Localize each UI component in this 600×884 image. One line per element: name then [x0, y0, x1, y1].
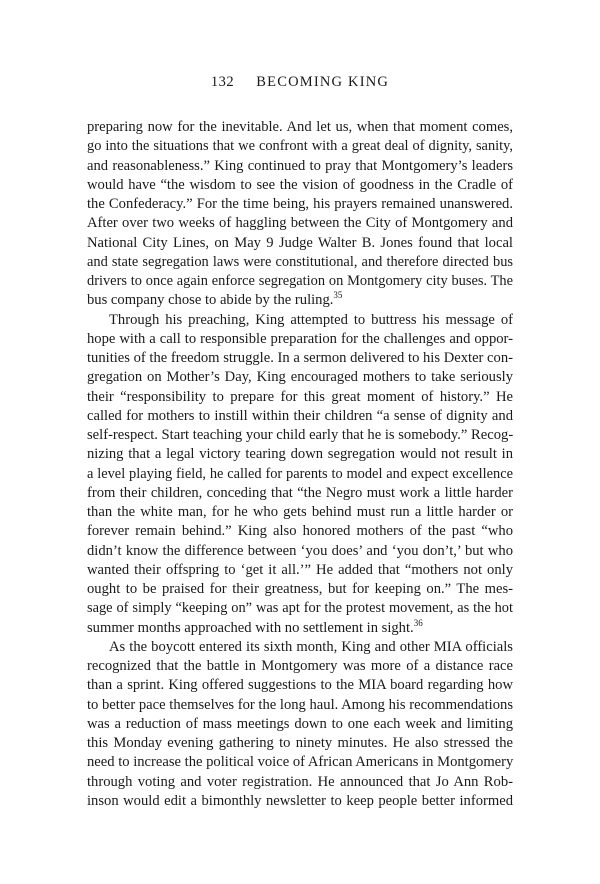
- text-line: National City Lines, on May 9 Judge Walter B. Jones found that local: [87, 234, 513, 251]
- text-line: go into the situations that we confront with a great deal of dignity, sanity,: [87, 138, 513, 155]
- text-line: and reasonableness.” King continued to pray that Montgomery’s leaders: [87, 157, 513, 174]
- body-text: [87, 118, 513, 811]
- running-title: BECOMING KING: [256, 74, 390, 90]
- text-line: their “responsibility to prepare for this great moment of history.” He: [87, 388, 513, 405]
- footnote-ref[interactable]: 36: [413, 617, 423, 628]
- line-text: bus company chose to abide by the ruling.: [87, 292, 334, 309]
- text-line: this Monday evening gathering to ninety minutes. He also stressed the: [87, 735, 513, 751]
- text-line: gregation on Mother’s Day, King encouraged mothers to take seriously: [87, 369, 513, 386]
- text-line: from their children, conceding that “the Negro must work a little harder: [87, 484, 513, 501]
- text-line: sage of simply “keeping on” was apt for the protest movement, as the hot: [87, 600, 513, 617]
- text-line: the Confederacy.” For the time being, his prayers remained unanswered.: [87, 196, 513, 212]
- text-line: Through his preaching, King attempted to buttress his message of: [109, 311, 513, 328]
- text-line: nizing that a legal victory tearing down segregation would not result in: [87, 446, 513, 463]
- text-line: through voting and voter registration. He announced that Jo Ann Rob-: [87, 773, 513, 790]
- text-line: ought to be praised for their greatness, but for keeping on.” The mes-: [87, 581, 513, 597]
- text-line: a level playing field, he called for parents to model and expect excellence: [87, 465, 513, 482]
- text-line: As the boycott entered its sixth month, King and other MIA officials: [109, 638, 513, 655]
- text-line: than the white man, for he who gets behind must run a little harder or: [87, 504, 513, 520]
- text-line: After over two weeks of haggling between the City of Montgomery and: [87, 215, 513, 232]
- text-line: than a sprint. King offered suggestions to the MIA board regarding how: [87, 677, 513, 694]
- text-line: [87, 619, 513, 638]
- text-line: was a reduction of mass meetings down to one each week and limiting: [87, 715, 513, 732]
- text-line: preparing now for the inevitable. And let us, when that moment comes,: [87, 119, 513, 135]
- line-text: summer months approached with no settlement in sight.: [87, 619, 414, 636]
- text-line: wanted their offspring to ‘get it all.’” He added that “mothers not only: [87, 561, 513, 578]
- text-line: self-respect. Start teaching your child early that he is somebody.” Recog-: [87, 427, 514, 443]
- text-line: tunities of the freedom struggle. In a sermon delivered to his Dexter con-: [87, 350, 513, 366]
- text-line: didn’t know the difference between ‘you does’ and ‘you don’t,’ but who: [87, 542, 513, 559]
- text-line: drivers to once again enforce segregation on Montgomery city buses. The: [87, 273, 513, 289]
- text-line: to better pace themselves for the long haul. Among his recommendations: [87, 696, 513, 713]
- text-line: [87, 291, 513, 310]
- text-line: forever remain behind.” King also honored mothers of the past “who: [87, 523, 513, 540]
- text-line: and state segregation laws were constitutional, and therefore directed bus: [87, 253, 513, 270]
- running-header: [0, 74, 600, 91]
- text-line: called for mothers to instill within their children “a sense of dignity and: [87, 407, 513, 424]
- text-line: would have “the wisdom to see the vision of goodness in the Cradle of: [87, 176, 513, 193]
- footnote-ref[interactable]: 35: [333, 290, 343, 301]
- text-line: hope with a call to responsible preparation for the challenges and oppor-: [87, 330, 513, 347]
- text-line: recognized that the battle in Montgomery was more of a distance race: [87, 658, 513, 674]
- text-line: inson would edit a bimonthly newsletter to keep people better informed: [87, 792, 513, 809]
- page-number: 132: [210, 74, 235, 90]
- text-line: need to increase the political voice of African Americans in Montgomery: [87, 754, 514, 771]
